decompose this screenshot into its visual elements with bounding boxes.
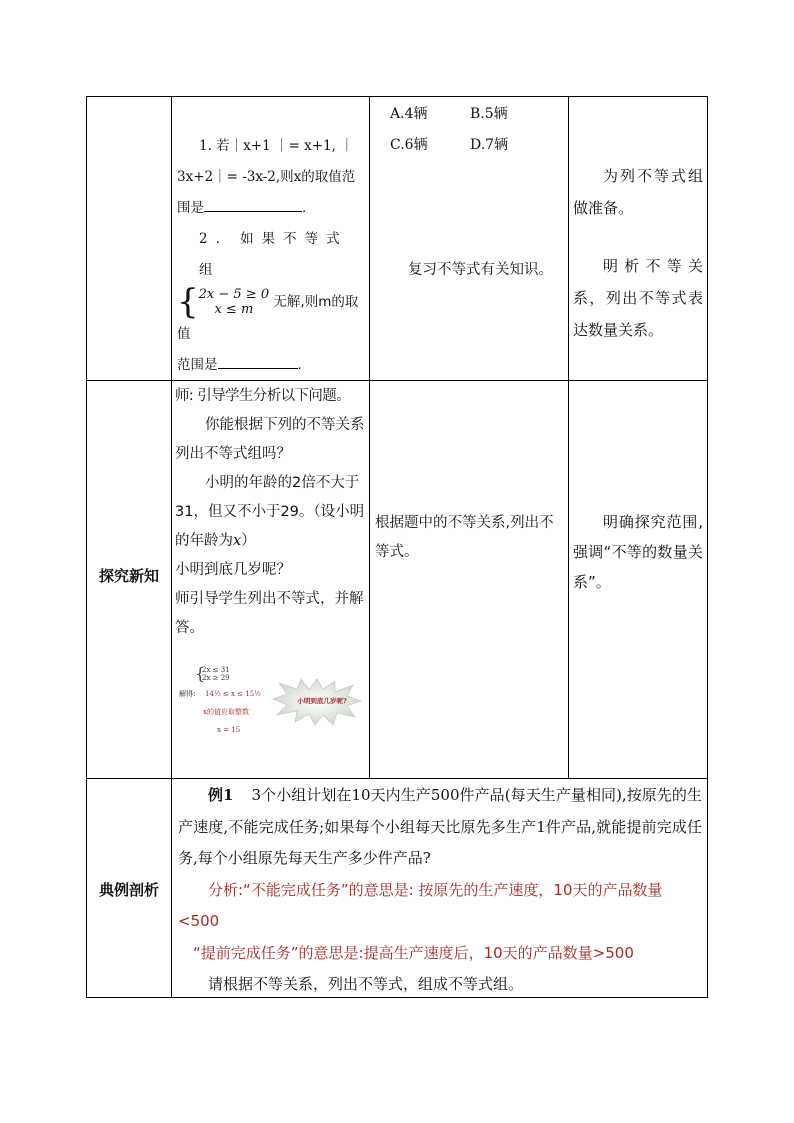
teacher-guide-line-2: 师引导学生列出不等式，并解答。	[175, 591, 364, 636]
column-divider	[369, 97, 370, 778]
image-answer: x = 15	[217, 726, 241, 734]
exercise-2-line1: 2. 如果不等式组	[199, 231, 348, 278]
inequality-system	[199, 287, 269, 317]
system-line-2: x ≤ m	[214, 302, 254, 317]
intent-text-1: 为列不等式组做准备。	[573, 167, 703, 217]
age-problem	[175, 469, 367, 556]
exercise-2-line2-text: 无解,则m的取值	[177, 294, 359, 342]
solution-image	[175, 663, 365, 749]
image-integer-note: x的值应取整数	[203, 708, 249, 716]
image-brace: {	[195, 664, 206, 683]
option-d: D.7辆	[470, 137, 509, 153]
exercise-2-line3	[177, 350, 365, 381]
exercise-2-line2	[177, 282, 365, 350]
instruction-line: 请根据不等关系，列出不等式，组成不等式组。	[208, 975, 524, 993]
exercise-1-line2: 3x+2｜= -3x-2,则x的取值范	[177, 169, 356, 185]
analysis-line-1: 分析:“不能完成任务”的意思是: 按原先的生产速度，10天的产品数量<500	[178, 880, 663, 930]
answer-blank-2[interactable]	[218, 354, 298, 369]
image-system-2: 2x ≥ 29	[202, 674, 230, 682]
age-variable: x	[233, 533, 242, 549]
option-c: C.6辆	[390, 137, 428, 153]
design-intent-cell	[573, 160, 703, 346]
exercise-cell	[177, 131, 365, 381]
brace-symbol: {	[177, 282, 199, 322]
exercise-1-line1: 1. 若｜x+1 ｜= x+1, ｜	[199, 138, 354, 154]
row-divider	[87, 778, 707, 779]
exercise-1-prefix: 围是	[177, 200, 204, 216]
design-intent-cell-2	[573, 507, 703, 597]
exercise-2-suffix: .	[297, 357, 302, 373]
teacher-guide-cell	[175, 382, 367, 643]
intent-text-3: 明确探究范围,强调“不等的数量关系”。	[573, 513, 703, 591]
analysis-line-2: “提前完成任务”的意思是:提高生产速度后，10天的产品数量>500	[193, 943, 634, 962]
teacher-guide-line: 师: 引导学生分析以下问题。	[175, 388, 351, 404]
student-activity-cell-2	[375, 509, 563, 567]
lesson-table	[86, 96, 708, 998]
student-activity-cell	[408, 255, 566, 286]
options-row-1	[390, 99, 560, 130]
option-a: A.4辆	[390, 106, 428, 122]
intent-text-2: 明析不等关系，列出不等式表达数量关系。	[573, 257, 703, 339]
system-line-1: 2x − 5 ≥ 0	[198, 287, 270, 302]
age-question: 小明到底几岁呢？	[175, 562, 291, 578]
section-example-title: 典例剖析	[98, 881, 159, 899]
options-row-2	[390, 130, 560, 161]
section-explore-title: 探究新知	[98, 567, 159, 585]
exercise-2-prefix: 范围是	[177, 357, 218, 373]
image-system-1: 2x ≤ 31	[202, 666, 230, 674]
exercise-1-suffix: .	[302, 200, 307, 216]
image-solve-label: 解得:	[179, 690, 196, 698]
example-1-paragraph	[178, 780, 702, 875]
student-activity-text: 复习不等式有关知识。	[408, 262, 553, 278]
answer-blank-1[interactable]	[204, 197, 302, 212]
column-divider	[171, 97, 172, 997]
student-activity-text-2: 根据题中的不等关系,列出不等式。	[375, 515, 554, 560]
example-label: 例1	[208, 786, 234, 804]
exercise-1-line3	[177, 193, 365, 224]
option-b: B.5辆	[470, 106, 508, 122]
column-divider	[568, 97, 569, 778]
options-block	[390, 99, 560, 161]
age-problem-close: ）	[241, 533, 256, 549]
teacher-question: 你能根据下列的不等关系列出不等式组吗？	[175, 417, 365, 462]
image-solve-expression: 14½ ≤ x ≤ 15½	[205, 690, 261, 698]
starburst-text: 小明到底几岁呢?	[297, 697, 347, 705]
age-problem-text: 小明的年龄的2倍不大于31，但又不小于29。（设小明的年龄为	[175, 475, 365, 549]
example-cell	[178, 780, 702, 1001]
example-1-text: 3个小组计划在10天内生产500件产品(每天生产量相同),按原先的生产速度,不能完成任务;如果每个小组每天比原先多生产1件产品,就能提前完成任务,每个小组原先每天生产多少件产品?	[178, 786, 702, 867]
